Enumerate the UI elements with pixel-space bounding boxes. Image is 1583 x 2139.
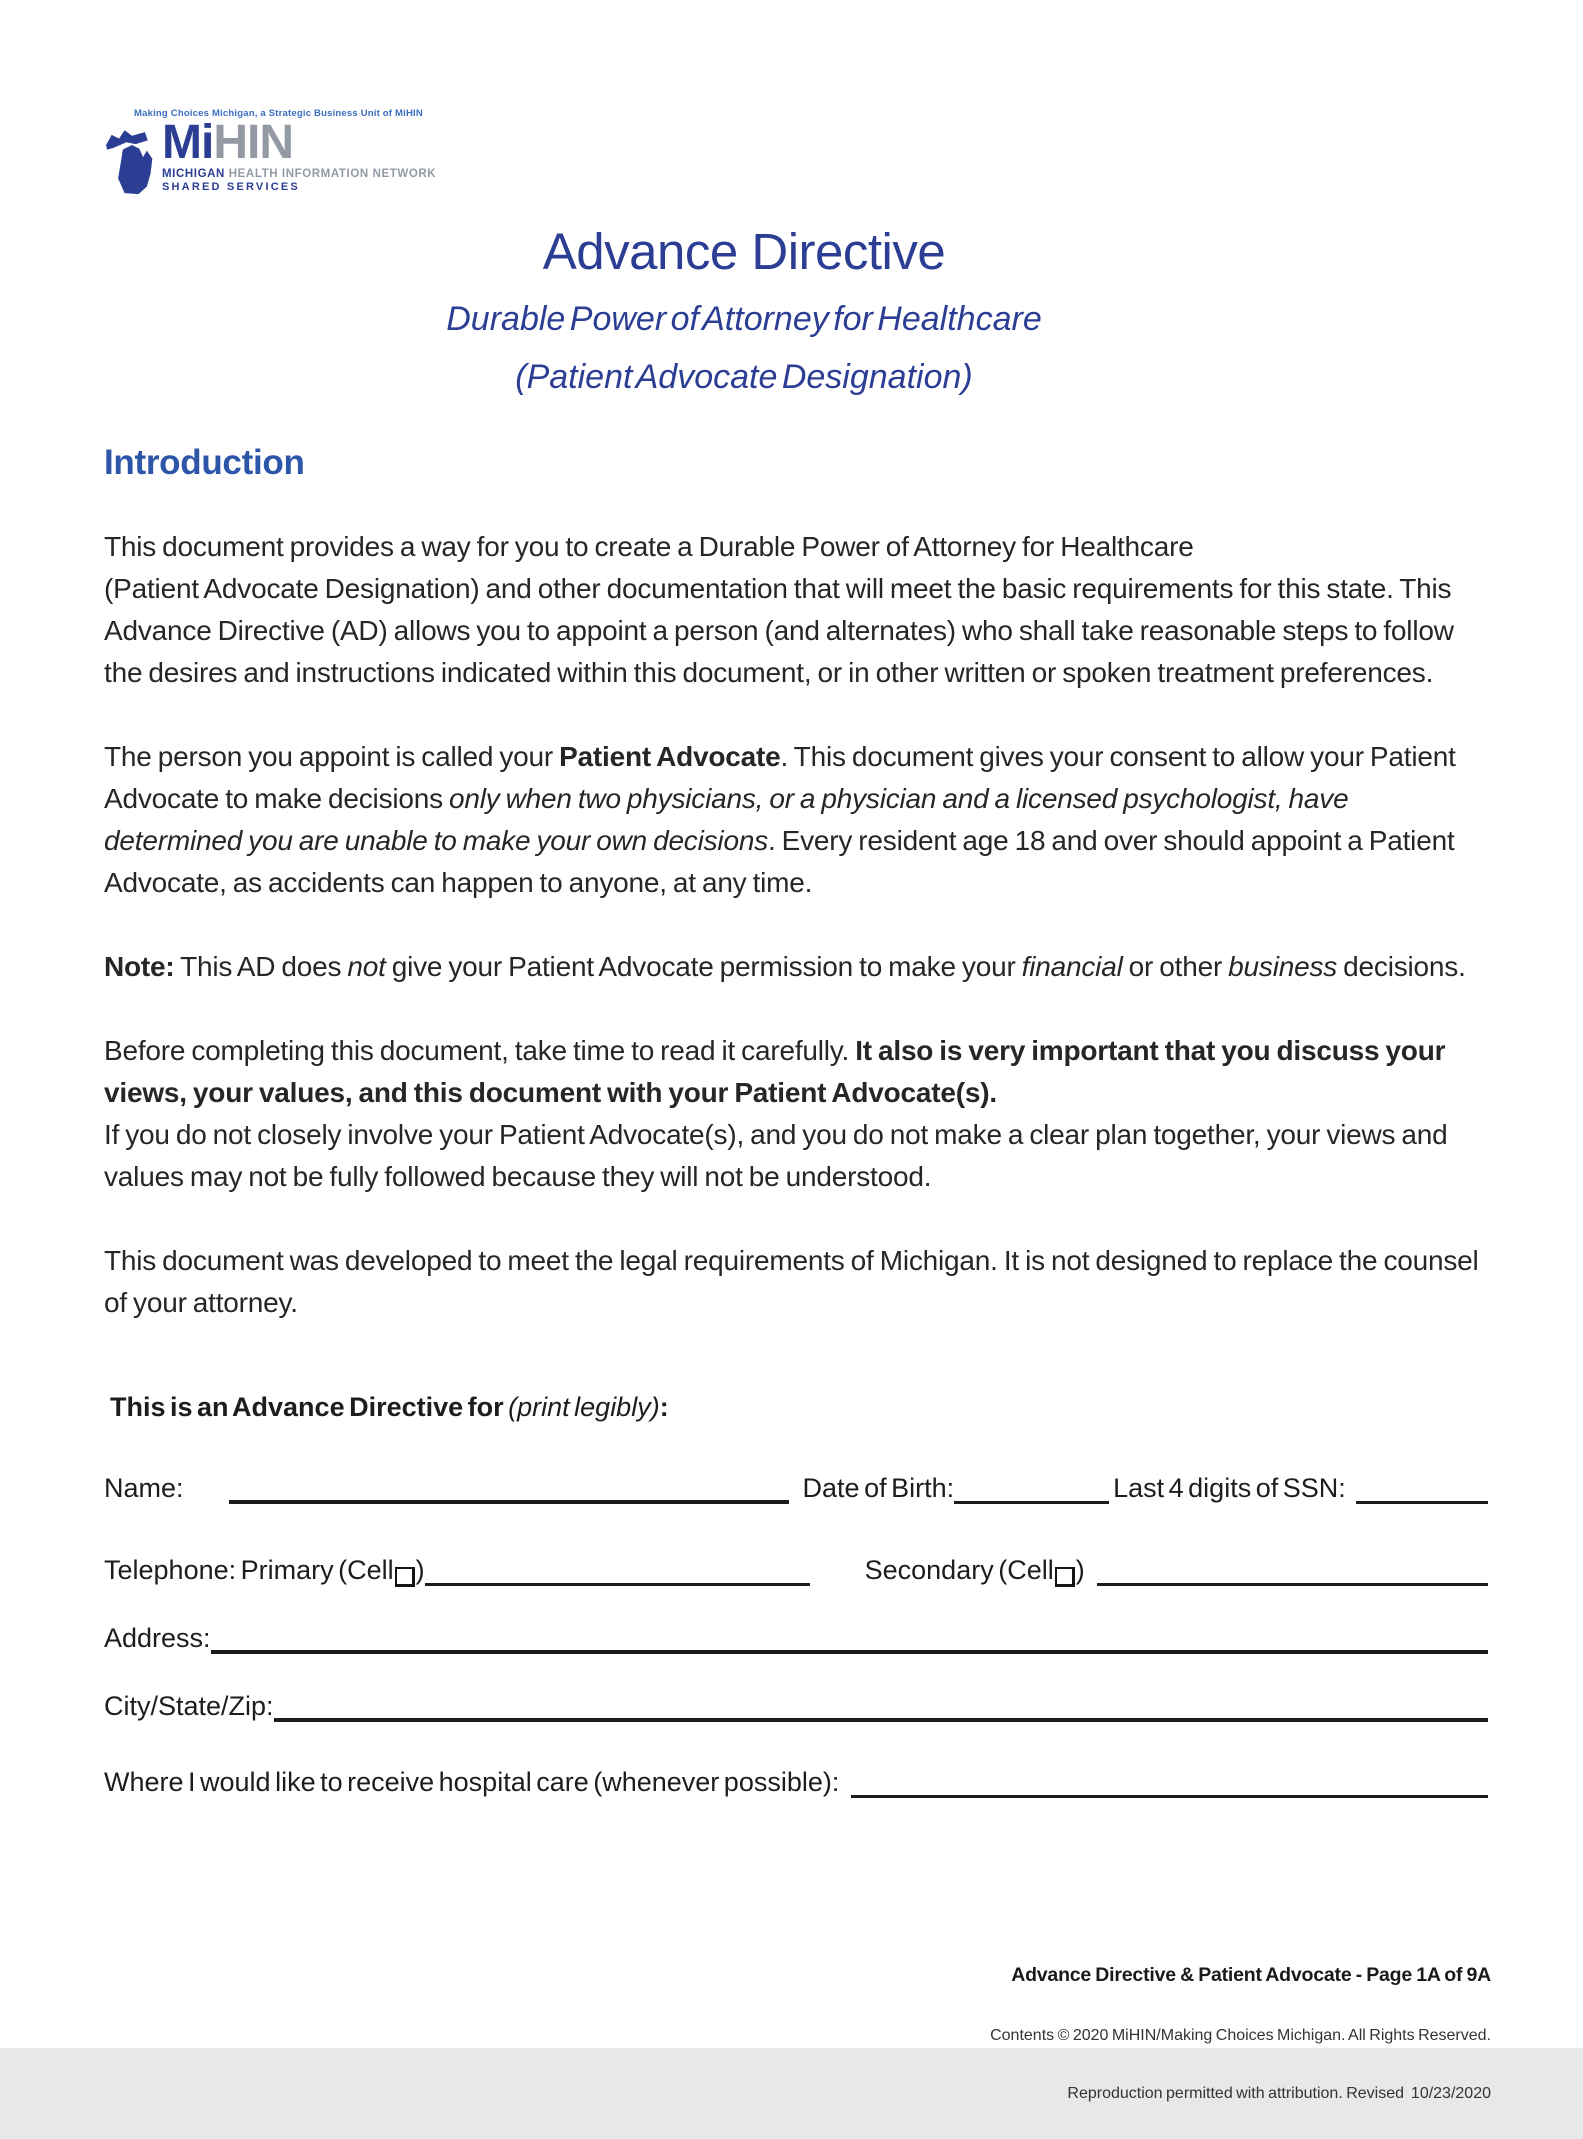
logo-shared-services-label: SHARED SERVICES: [162, 181, 300, 193]
hospital-care-label: Where I would like to receive hospital care (whenever possible):: [104, 1767, 840, 1797]
intro-paragraph-5: This document was developed to meet the legal requirements of Michigan. It is not designed to replace the counsel of your attorney.: [104, 1245, 1479, 1318]
primary-cell-checkbox[interactable]: [395, 1567, 415, 1587]
name-label: Name:: [104, 1473, 184, 1503]
hospital-care-row: [104, 1752, 1488, 1798]
telephone-row: [104, 1540, 1488, 1586]
page-subtitle-2: (Patient Advocate Designation): [515, 358, 973, 396]
logo-network-line: [162, 168, 436, 180]
secondary-cell-checkbox[interactable]: [1055, 1567, 1075, 1587]
page-subtitle-1: Durable Power of Attorney for Healthcare: [446, 300, 1042, 338]
name-field-line[interactable]: [229, 1466, 789, 1504]
dob-field-line[interactable]: [954, 1467, 1109, 1504]
intro-paragraph-1: This document provides a way for you to create a Durable Power of Attorney for Healthcare (Patient Advocate Designation) and other documentation that will meet the basic requirements for this state. This Advance Directive (AD) allows you to appoint a person (and alternates) who shall take reasonable steps to follow the desires and instructions indicated within this document, or in other written or spoken treatment preferences.: [104, 531, 1454, 688]
phone-primary-field-line[interactable]: [425, 1549, 810, 1586]
phone-secondary-paren: ): [1075, 1555, 1085, 1585]
page-footer: [990, 1928, 1491, 2139]
logo-mi-text: Mi: [162, 116, 214, 169]
introduction-heading: Introduction: [104, 443, 305, 482]
footer-revision: Reproduction permitted with attribution. Revised 10/23/2020: [1067, 2085, 1491, 2102]
mihin-logo: [104, 108, 436, 195]
logo-network-label: HEALTH INFORMATION NETWORK: [224, 168, 437, 180]
footer-copyright: Contents © 2020 MiHIN/Making Choices Michigan. All Rights Reserved.: [990, 2027, 1491, 2044]
note-paragraph: Note: This AD does not give your Patient Advocate permission to make your financial or other business decisions.: [104, 951, 1466, 982]
footer-page-number: Advance Directive & Patient Advocate - Page 1A of 9A: [1011, 1964, 1491, 1986]
phone-primary-label: Telephone: Primary (Cell: [104, 1555, 394, 1585]
phone-primary-paren: ): [415, 1555, 425, 1585]
form-lead-line: This is an Advance Directive for (print legibly):: [110, 1392, 669, 1422]
intro-paragraph-2: The person you appoint is called your Patient Advocate. This document gives your consent to allow your Patient Advocate to make decisions only when two physicians, or a physician and a licensed psychologist, have determined you are unable to make your own decisions. Every resident age 18 and over should appoint a Patient Advocate, as accidents can happen to anyone, at any time.: [104, 741, 1456, 898]
page-title: Advance Directive: [542, 223, 946, 280]
ssn-field-line[interactable]: [1356, 1467, 1488, 1504]
logo-hin-text: HIN: [213, 116, 293, 169]
city-state-zip-row: [104, 1676, 1488, 1722]
logo-wordmark: [162, 116, 436, 169]
city-state-zip-field-line[interactable]: [274, 1684, 1488, 1722]
logo-tagline: Making Choices Michigan, a Strategic Business Unit of MiHIN: [134, 108, 423, 119]
intro-paragraph-4: Before completing this document, take time to read it carefully. It also is very important that you discuss your views, your values, and this document with your Patient Advocate(s). If you do not closely involve your Patient Advocate(s), and you do not make a clear plan together, your views and values may not be fully followed because they will not be understood.: [104, 1035, 1448, 1192]
address-label: Address:: [104, 1623, 211, 1653]
logo-michigan-label: MICHIGAN: [162, 168, 225, 180]
name-dob-ssn-row: [104, 1458, 1488, 1504]
michigan-state-icon: [104, 121, 160, 195]
dob-label: Date of Birth:: [802, 1473, 955, 1503]
city-state-zip-label: City/State/Zip:: [104, 1691, 274, 1721]
hospital-care-field-line[interactable]: [851, 1761, 1488, 1798]
address-row: [104, 1608, 1488, 1654]
phone-secondary-label: Secondary (Cell: [864, 1555, 1054, 1585]
address-field-line[interactable]: [211, 1616, 1488, 1654]
ssn-label: Last 4 digits of SSN:: [1113, 1473, 1346, 1503]
phone-secondary-field-line[interactable]: [1097, 1549, 1488, 1586]
